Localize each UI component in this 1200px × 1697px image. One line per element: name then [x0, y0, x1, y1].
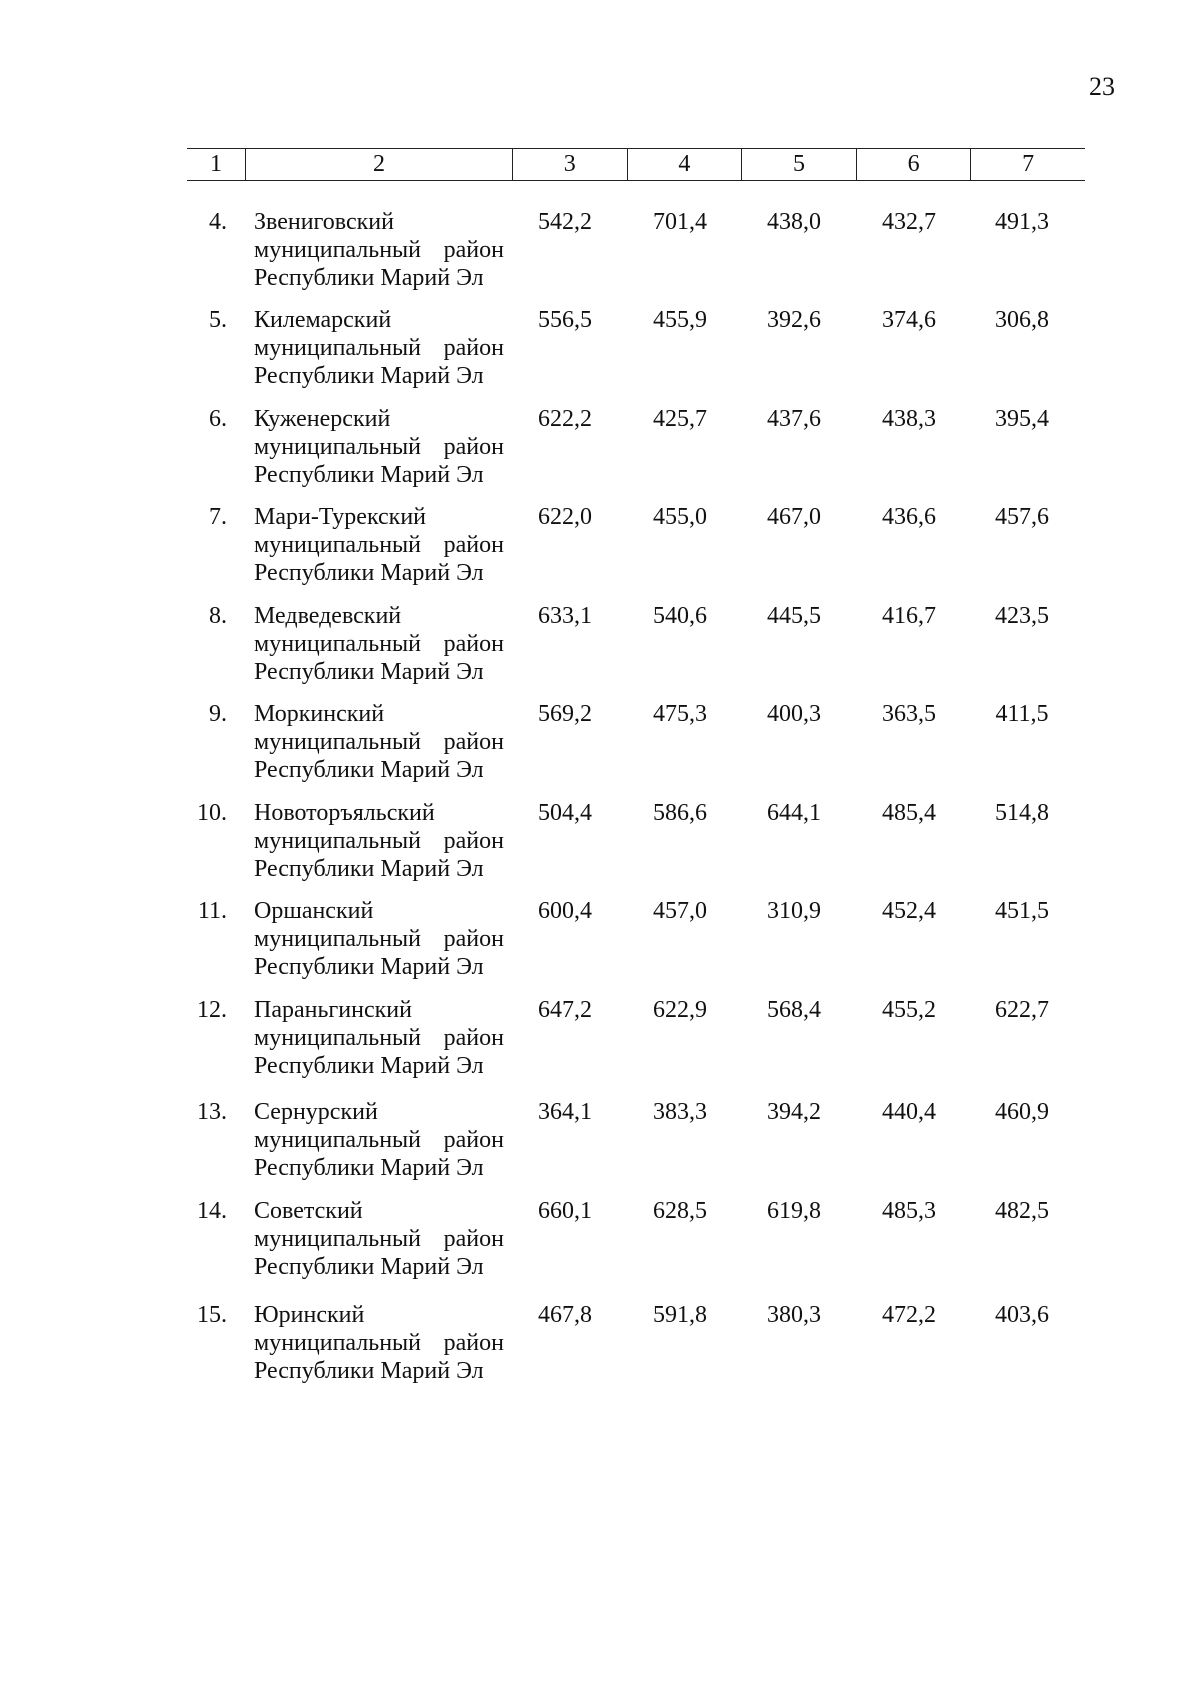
- value-cell-col-5: 644,1: [767, 800, 821, 826]
- municipality-type-word: район: [443, 1025, 504, 1051]
- value-cell-col-4: 586,6: [653, 800, 707, 826]
- municipality-name: [254, 1197, 504, 1281]
- row-number: 11.: [197, 898, 227, 924]
- row-number: 4.: [209, 209, 227, 235]
- value-cell-col-6: 455,2: [882, 997, 936, 1023]
- value-cell-col-3: 542,2: [538, 209, 592, 235]
- municipality-type-word: муниципальный: [254, 1025, 422, 1051]
- table-row: [187, 897, 1085, 1005]
- municipality-type-word: район: [443, 237, 504, 263]
- value-cell-col-6: 485,4: [882, 800, 936, 826]
- value-cell-col-5: 392,6: [767, 307, 821, 333]
- value-cell-col-5: 394,2: [767, 1099, 821, 1125]
- value-cell-col-4: 383,3: [653, 1099, 707, 1125]
- value-cell-col-7: 395,4: [995, 406, 1049, 432]
- municipality-name: [254, 208, 504, 292]
- municipality-type-word: муниципальный: [254, 1226, 422, 1252]
- municipality-type-line: [254, 433, 504, 461]
- row-number: 5.: [209, 307, 227, 333]
- value-cell-col-5: 445,5: [767, 603, 821, 629]
- republic-line: Республики Марий Эл: [254, 856, 484, 882]
- municipality-type-line: [254, 1225, 504, 1253]
- value-cell-col-6: 440,4: [882, 1099, 936, 1125]
- value-cell-col-6: 374,6: [882, 307, 936, 333]
- table-row: [187, 405, 1085, 513]
- municipality-type-line: [254, 630, 504, 658]
- value-cell-col-5: 437,6: [767, 406, 821, 432]
- header-cell-7: 7: [970, 149, 1085, 180]
- value-cell-col-3: 556,5: [538, 307, 592, 333]
- table-row: [187, 306, 1085, 414]
- municipality-name-line: Оршанский: [254, 898, 374, 924]
- municipality-type-word: район: [443, 729, 504, 755]
- value-cell-col-3: 622,0: [538, 504, 592, 530]
- value-cell-col-3: 647,2: [538, 997, 592, 1023]
- value-cell-col-3: 633,1: [538, 603, 592, 629]
- row-number: 10.: [197, 800, 227, 826]
- municipality-type-word: район: [443, 1226, 504, 1252]
- header-cell-2: 2: [245, 149, 512, 180]
- row-number: 6.: [209, 406, 227, 432]
- value-cell-col-4: 540,6: [653, 603, 707, 629]
- municipality-name: [254, 306, 504, 390]
- value-cell-col-6: 452,4: [882, 898, 936, 924]
- header-cell-1: 1: [210, 151, 222, 177]
- value-cell-col-4: 457,0: [653, 898, 707, 924]
- municipality-name: [254, 700, 504, 784]
- municipality-type-word: район: [443, 926, 504, 952]
- value-cell-col-7: 491,3: [995, 209, 1049, 235]
- row-number: 12.: [197, 997, 227, 1023]
- municipality-type-word: район: [443, 335, 504, 361]
- municipality-type-word: район: [443, 631, 504, 657]
- value-cell-col-5: 380,3: [767, 1302, 821, 1328]
- municipality-name: [254, 1098, 504, 1182]
- municipality-name-line: Моркинский: [254, 701, 385, 727]
- value-cell-col-5: 400,3: [767, 701, 821, 727]
- municipality-name-line: Медведевский: [254, 603, 402, 629]
- row-number: 15.: [197, 1302, 227, 1328]
- municipality-type-word: муниципальный: [254, 532, 422, 558]
- municipality-type-line: [254, 1329, 504, 1357]
- table-row: [187, 208, 1085, 316]
- row-number: 9.: [209, 701, 227, 727]
- republic-line: Республики Марий Эл: [254, 1358, 484, 1384]
- republic-line: Республики Марий Эл: [254, 1254, 484, 1280]
- value-cell-col-3: 467,8: [538, 1302, 592, 1328]
- municipality-type-line: [254, 1126, 504, 1154]
- table-header: [187, 148, 1085, 181]
- municipality-type-word: муниципальный: [254, 335, 422, 361]
- municipality-name-line: Юринский: [254, 1302, 365, 1328]
- value-cell-col-4: 591,8: [653, 1302, 707, 1328]
- municipality-type-word: район: [443, 828, 504, 854]
- value-cell-col-7: 460,9: [995, 1099, 1049, 1125]
- row-number: 14.: [197, 1198, 227, 1224]
- value-cell-col-6: 472,2: [882, 1302, 936, 1328]
- value-cell-col-3: 569,2: [538, 701, 592, 727]
- value-cell-col-4: 455,0: [653, 504, 707, 530]
- republic-line: Республики Марий Эл: [254, 659, 484, 685]
- table-row: [187, 799, 1085, 907]
- value-cell-col-6: 432,7: [882, 209, 936, 235]
- municipality-type-line: [254, 728, 504, 756]
- municipality-name-line: Килемарский: [254, 307, 392, 333]
- municipality-name-line: Сернурский: [254, 1099, 378, 1125]
- value-cell-col-3: 622,2: [538, 406, 592, 432]
- value-cell-col-3: 504,4: [538, 800, 592, 826]
- municipality-type-line: [254, 334, 504, 362]
- municipality-type-word: муниципальный: [254, 828, 422, 854]
- municipality-name-line: Параньгинский: [254, 997, 412, 1023]
- municipality-type-word: муниципальный: [254, 1127, 422, 1153]
- municipality-type-word: район: [443, 434, 504, 460]
- republic-line: Республики Марий Эл: [254, 560, 484, 586]
- value-cell-col-6: 416,7: [882, 603, 936, 629]
- value-cell-col-4: 622,9: [653, 997, 707, 1023]
- republic-line: Республики Марий Эл: [254, 363, 484, 389]
- value-cell-col-4: 475,3: [653, 701, 707, 727]
- republic-line: Республики Марий Эл: [254, 462, 484, 488]
- municipality-type-line: [254, 1024, 504, 1052]
- value-cell-col-7: 622,7: [995, 997, 1049, 1023]
- municipality-type-word: район: [443, 532, 504, 558]
- value-cell-col-4: 455,9: [653, 307, 707, 333]
- value-cell-col-6: 363,5: [882, 701, 936, 727]
- row-number: 13.: [197, 1099, 227, 1125]
- header-cell-4: 4: [627, 149, 742, 180]
- value-cell-col-5: 568,4: [767, 997, 821, 1023]
- value-cell-col-7: 451,5: [995, 898, 1049, 924]
- municipality-type-line: [254, 531, 504, 559]
- municipality-type-word: муниципальный: [254, 631, 422, 657]
- municipality-name-line: Куженерский: [254, 406, 391, 432]
- header-cell-5: 5: [741, 149, 856, 180]
- value-cell-col-7: 457,6: [995, 504, 1049, 530]
- table-row: [187, 1098, 1085, 1206]
- value-cell-col-3: 364,1: [538, 1099, 592, 1125]
- row-number: 8.: [209, 603, 227, 629]
- municipality-type-word: муниципальный: [254, 1330, 422, 1356]
- value-cell-col-3: 660,1: [538, 1198, 592, 1224]
- value-cell-col-3: 600,4: [538, 898, 592, 924]
- table-row: [187, 503, 1085, 611]
- republic-line: Республики Марий Эл: [254, 1155, 484, 1181]
- municipality-type-line: [254, 925, 504, 953]
- municipality-name: [254, 996, 504, 1080]
- value-cell-col-7: 411,5: [995, 701, 1049, 727]
- value-cell-col-7: 482,5: [995, 1198, 1049, 1224]
- municipality-type-word: район: [443, 1127, 504, 1153]
- municipality-type-word: район: [443, 1330, 504, 1356]
- value-cell-col-7: 514,8: [995, 800, 1049, 826]
- municipality-name: [254, 897, 504, 981]
- municipality-name-line: Советский: [254, 1198, 363, 1224]
- table-row: [187, 1197, 1085, 1305]
- value-cell-col-5: 438,0: [767, 209, 821, 235]
- municipality-name: [254, 503, 504, 587]
- table-row: [187, 700, 1085, 808]
- table-row: [187, 1301, 1085, 1409]
- municipality-type-line: [254, 827, 504, 855]
- municipality-name: [254, 799, 504, 883]
- value-cell-col-5: 310,9: [767, 898, 821, 924]
- value-cell-col-5: 467,0: [767, 504, 821, 530]
- header-cell-6: 6: [856, 149, 971, 180]
- republic-line: Республики Марий Эл: [254, 265, 484, 291]
- municipality-name: [254, 602, 504, 686]
- value-cell-col-4: 628,5: [653, 1198, 707, 1224]
- municipality-type-word: муниципальный: [254, 237, 422, 263]
- value-cell-col-4: 425,7: [653, 406, 707, 432]
- table-row: [187, 996, 1085, 1104]
- value-cell-col-7: 306,8: [995, 307, 1049, 333]
- value-cell-col-4: 701,4: [653, 209, 707, 235]
- municipality-name-line: Мари-Турекский: [254, 504, 427, 530]
- republic-line: Республики Марий Эл: [254, 954, 484, 980]
- page-number: 23: [1089, 72, 1115, 101]
- table-row: [187, 602, 1085, 710]
- value-cell-col-6: 485,3: [882, 1198, 936, 1224]
- municipality-name-line: Новоторъяльский: [254, 800, 435, 826]
- municipality-name: [254, 1301, 504, 1385]
- municipality-type-word: муниципальный: [254, 729, 422, 755]
- municipality-type-word: муниципальный: [254, 434, 422, 460]
- value-cell-col-6: 438,3: [882, 406, 936, 432]
- municipality-type-word: муниципальный: [254, 926, 422, 952]
- row-number: 7.: [209, 504, 227, 530]
- value-cell-col-5: 619,8: [767, 1198, 821, 1224]
- municipality-type-line: [254, 236, 504, 264]
- value-cell-col-7: 403,6: [995, 1302, 1049, 1328]
- republic-line: Республики Марий Эл: [254, 757, 484, 783]
- value-cell-col-6: 436,6: [882, 504, 936, 530]
- header-cell-3: 3: [512, 149, 627, 180]
- value-cell-col-7: 423,5: [995, 603, 1049, 629]
- municipality-name-line: Звениговский: [254, 209, 394, 235]
- municipality-name: [254, 405, 504, 489]
- republic-line: Республики Марий Эл: [254, 1053, 484, 1079]
